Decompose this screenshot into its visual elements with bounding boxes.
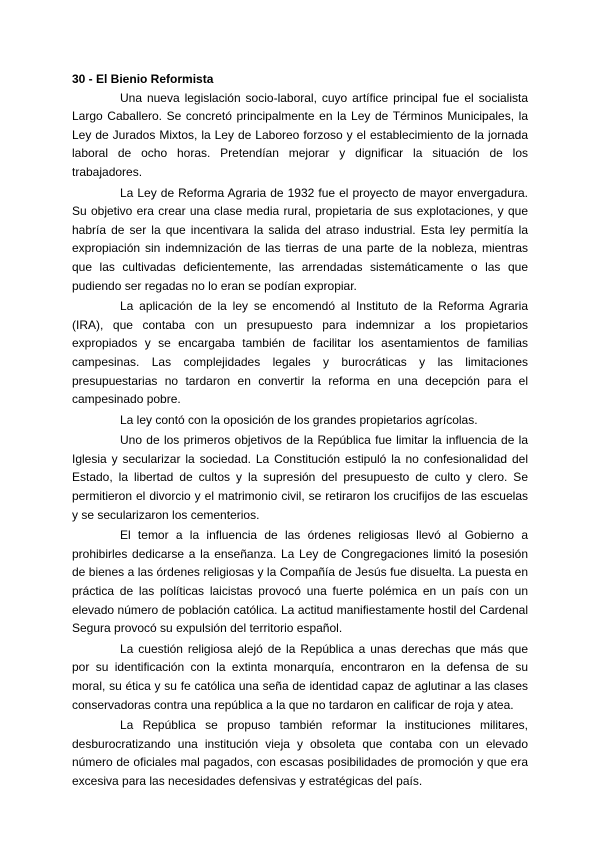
paragraph-church-secularization: Uno de los primeros objetivos de la República fue limitar la influencia de la Iglesia y secularizar la sociedad. La Constitución estipuló la no confesionalidad del Estado, la libertad de cultos y la supresión del presupuesto de culto y clero. Se permitieron el divorcio y el matrimonio civil, se retiraron los crucifijos de las escuelas y se secularizaron los cementerios. [72, 433, 528, 522]
paragraph-ira-institute: La aplicación de la ley se encomendó al Instituto de la Reforma Agraria (IRA), que contaba con un presupuesto para indemnizar a los propietarios expropiados y se encargaba también de facilitar los asentamientos de familias campesinas. Las complejidades legales y burocráticas y las limitaciones presupuestarias no tardaron en convertir la reforma en una decepción para el campesinado pobre. [72, 299, 528, 407]
paragraph-landowner-opposition: La ley contó con la oposición de los grandes propietarios agrícolas. [120, 412, 478, 427]
paragraph-religious-question: La cuestión religiosa alejó de la República a unas derechas que más que por su identificación con la extinta monarquía, encontraron en la defensa de su moral, su ética y su fe católica una seña de identidad capaz de aglutinar a las clases conservadoras contra una república a la que no tardaron en calificar de roja y atea. [72, 641, 528, 712]
paragraph-military-reform: La República se propuso también reformar la instituciones militares, desburocratizando una institución vieja y obsoleta que contaba con un elevado número de oficiales mal pagados, con escasas posibilidades de promoción y que era excesiva para las necesidades defensivas y estratégicas del país. [72, 718, 528, 788]
paragraph-agrarian-reform: La Ley de Reforma Agraria de 1932 fue el proyecto de mayor envergadura. Su objetivo era crear una clase media rural, propietaria de sus explotaciones, y que habría de ser la que incentivara la salida del atraso industrial. Esta ley permitía la expropiación sin indemnización de las tierras de una parte de la nobleza, mientras que las cultivadas deficientemente, las arrendadas sistemáticamente o las que pudiendo ser regadas no lo eran se podían expropiar. [72, 185, 528, 293]
paragraph-labor-legislation: Una nueva legislación socio-laboral, cuyo artífice principal fue el socialista Largo Caballero. Se concretó principalmente en la Ley de Términos Municipales, la Ley de Jurados Mixtos, la Ley de Laboreo forzoso y el establecimiento de la jornada laboral de ocho horas. Pretendían mejorar y dignificar la situación de los trabajadores. [72, 90, 528, 179]
document-page [72, 70, 528, 793]
paragraph-religious-orders: El temor a la influencia de las órdenes religiosas llevó al Gobierno a prohibirles dedicarse a la enseñanza. La Ley de Congregaciones limitó la posesión de bienes a las órdenes religiosas y la Compañía de Jesús fue disuelta. La puesta en práctica de las políticas laicistas provocó una fuerte polémica en un país con un elevado número de población católica. La actitud manifiestamente hostil del Cardenal Segura provocó su expulsión del territorio español. [72, 528, 528, 636]
document-title: 30 - El Bienio Reformista [72, 72, 214, 86]
